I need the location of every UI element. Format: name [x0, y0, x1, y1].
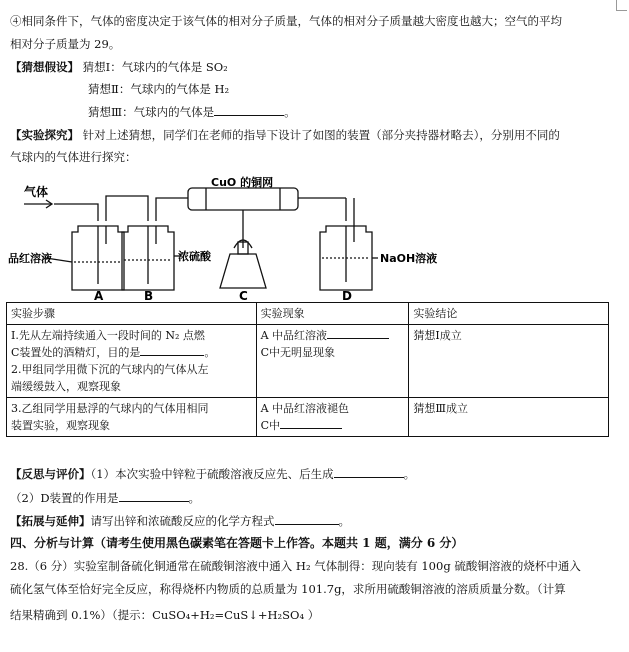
- row2-conclusion: 猜想Ⅲ成立: [409, 398, 609, 437]
- row2-step-b: 装置实验，观察现象: [11, 419, 110, 432]
- row1-step-a: Ⅰ.先从左端持续通入一段时间的 N₂ 点燃: [11, 329, 205, 342]
- table-header-row: [7, 303, 609, 325]
- extend-end: 。: [338, 514, 350, 528]
- hypothesis-1: [10, 60, 228, 75]
- extend-text: 请写出锌和浓硫酸反应的化学方程式: [90, 514, 275, 528]
- cuo-label: CuO 的铜网: [211, 176, 274, 189]
- header-observation: 实验现象: [256, 303, 409, 325]
- row1-step-b-end: 。: [204, 346, 216, 359]
- row2-obs-blank[interactable]: [280, 417, 342, 429]
- reflect-q2-end: 。: [188, 491, 201, 505]
- row1-step: [7, 325, 257, 398]
- row1-obs-b: C中无明显现象: [260, 346, 336, 359]
- intro-line-1: ④相同条件下，气体的密度决定于该气体的相对分子质量，气体的相对分子质量越大密度也越大；空气的平均: [10, 14, 562, 28]
- intro-line-2: 相对分子质量为 29。: [10, 37, 121, 51]
- row1-obs-a-text: A 中品红溶液: [260, 329, 328, 342]
- row1-obs-a: [261, 327, 405, 344]
- label-a: A: [94, 289, 104, 300]
- label-b: B: [144, 289, 154, 300]
- row1-step-c: 2.甲组同学用微下沉的气球内的气体从左: [11, 363, 209, 376]
- explore-text-1: 针对上述猜想，同学们在老师的指导下设计了如图的装置（部分夹持器材略去），分别用不同的: [82, 128, 560, 142]
- hypothesis-1-text: 猜想Ⅰ：气球内的气体是 SO₂: [82, 60, 228, 74]
- row2-observation: [256, 398, 409, 437]
- hypothesis-tag: 【猜想假设】: [10, 60, 79, 74]
- row2-step: [7, 398, 257, 437]
- nongliusuan-label: 浓硫酸: [178, 250, 211, 263]
- page-corner-mark: [616, 0, 627, 11]
- label-c: C: [239, 289, 248, 300]
- reflect-q2: [10, 490, 200, 506]
- q28-line-2: 硫化氢气体至恰好完全反应，称得烧杯内物质的总质量为 101.7g，求所用硫酸铜溶液的溶质质量分数。（计算: [10, 582, 566, 596]
- row1-step-d: 端缓缓鼓入，观察现象: [11, 380, 121, 393]
- row1-step-b: [11, 344, 252, 361]
- row1-obs-blank[interactable]: [327, 327, 389, 339]
- explore-line-1: [10, 128, 560, 143]
- row1-step-b-text: C装置处的酒精灯，目的是: [11, 346, 141, 359]
- table-row: [7, 398, 609, 437]
- section-4-title: 四、分析与计算（请考生使用黑色碳素笔在答题卡上作答。本题共 1 题，满分 6 分）: [10, 536, 464, 550]
- table-row: [7, 325, 609, 398]
- hypothesis-2: 猜想Ⅱ：气球内的气体是 H₂: [88, 82, 230, 96]
- row2-step-a: 3.乙组同学用悬浮的气球内的气体用相同: [11, 402, 209, 415]
- reflect-q1-blank[interactable]: [334, 466, 404, 478]
- label-d: D: [342, 289, 352, 300]
- extend-line: [10, 513, 350, 529]
- reflect-tag: 【反思与评价】: [10, 467, 91, 481]
- apparatus-diagram: [6, 176, 609, 300]
- row2-obs-b: [261, 417, 405, 434]
- q28-line-1: 28.（6 分）实验室制备硫化铜通常在硫酸铜溶液中通入 H₂ 气体制得：现向装有 100g 硫酸铜溶液的烧杯中通入: [10, 559, 581, 573]
- explore-line-2: 气球内的气体进行探究：: [10, 150, 137, 164]
- q28-line-3: 结果精确到 0.1%）（提示：CuSO₄+H₂=CuS↓+H₂SO₄ ）: [10, 608, 320, 622]
- header-conclusion: 实验结论: [409, 303, 609, 325]
- reflect-q1: [10, 466, 415, 482]
- row2-obs-a: A 中品红溶液褪色: [260, 402, 350, 415]
- row1-purpose-blank[interactable]: [140, 344, 204, 356]
- reflect-q2-text: （2）D装置的作用是: [10, 491, 119, 505]
- hypothesis-3-blank[interactable]: [214, 104, 284, 116]
- row1-observation: [256, 325, 409, 398]
- row2-obs-b-text: C中: [260, 419, 281, 432]
- reflect-q1-end: 。: [403, 467, 416, 481]
- pinhong-label: 品红溶液: [8, 252, 52, 265]
- extend-blank[interactable]: [275, 513, 339, 525]
- extend-tag: 【拓展与延伸】: [10, 514, 91, 528]
- experiment-table: [6, 302, 609, 437]
- header-step: 实验步骤: [7, 303, 257, 325]
- explore-tag: 【实验探究】: [10, 128, 79, 142]
- reflect-q2-blank[interactable]: [119, 490, 189, 502]
- hypothesis-3-end: 。: [284, 105, 296, 119]
- gas-label: 气体: [24, 185, 49, 199]
- reflect-q1-text: （1）本次实验中锌粒于硫酸溶液反应先、后生成: [90, 467, 334, 481]
- row1-conclusion: 猜想Ⅰ成立: [409, 325, 609, 398]
- naoh-label: NaOH溶液: [380, 252, 438, 265]
- hypothesis-3-text: 猜想Ⅲ：气球内的气体是: [88, 105, 215, 119]
- hypothesis-3: [88, 104, 296, 120]
